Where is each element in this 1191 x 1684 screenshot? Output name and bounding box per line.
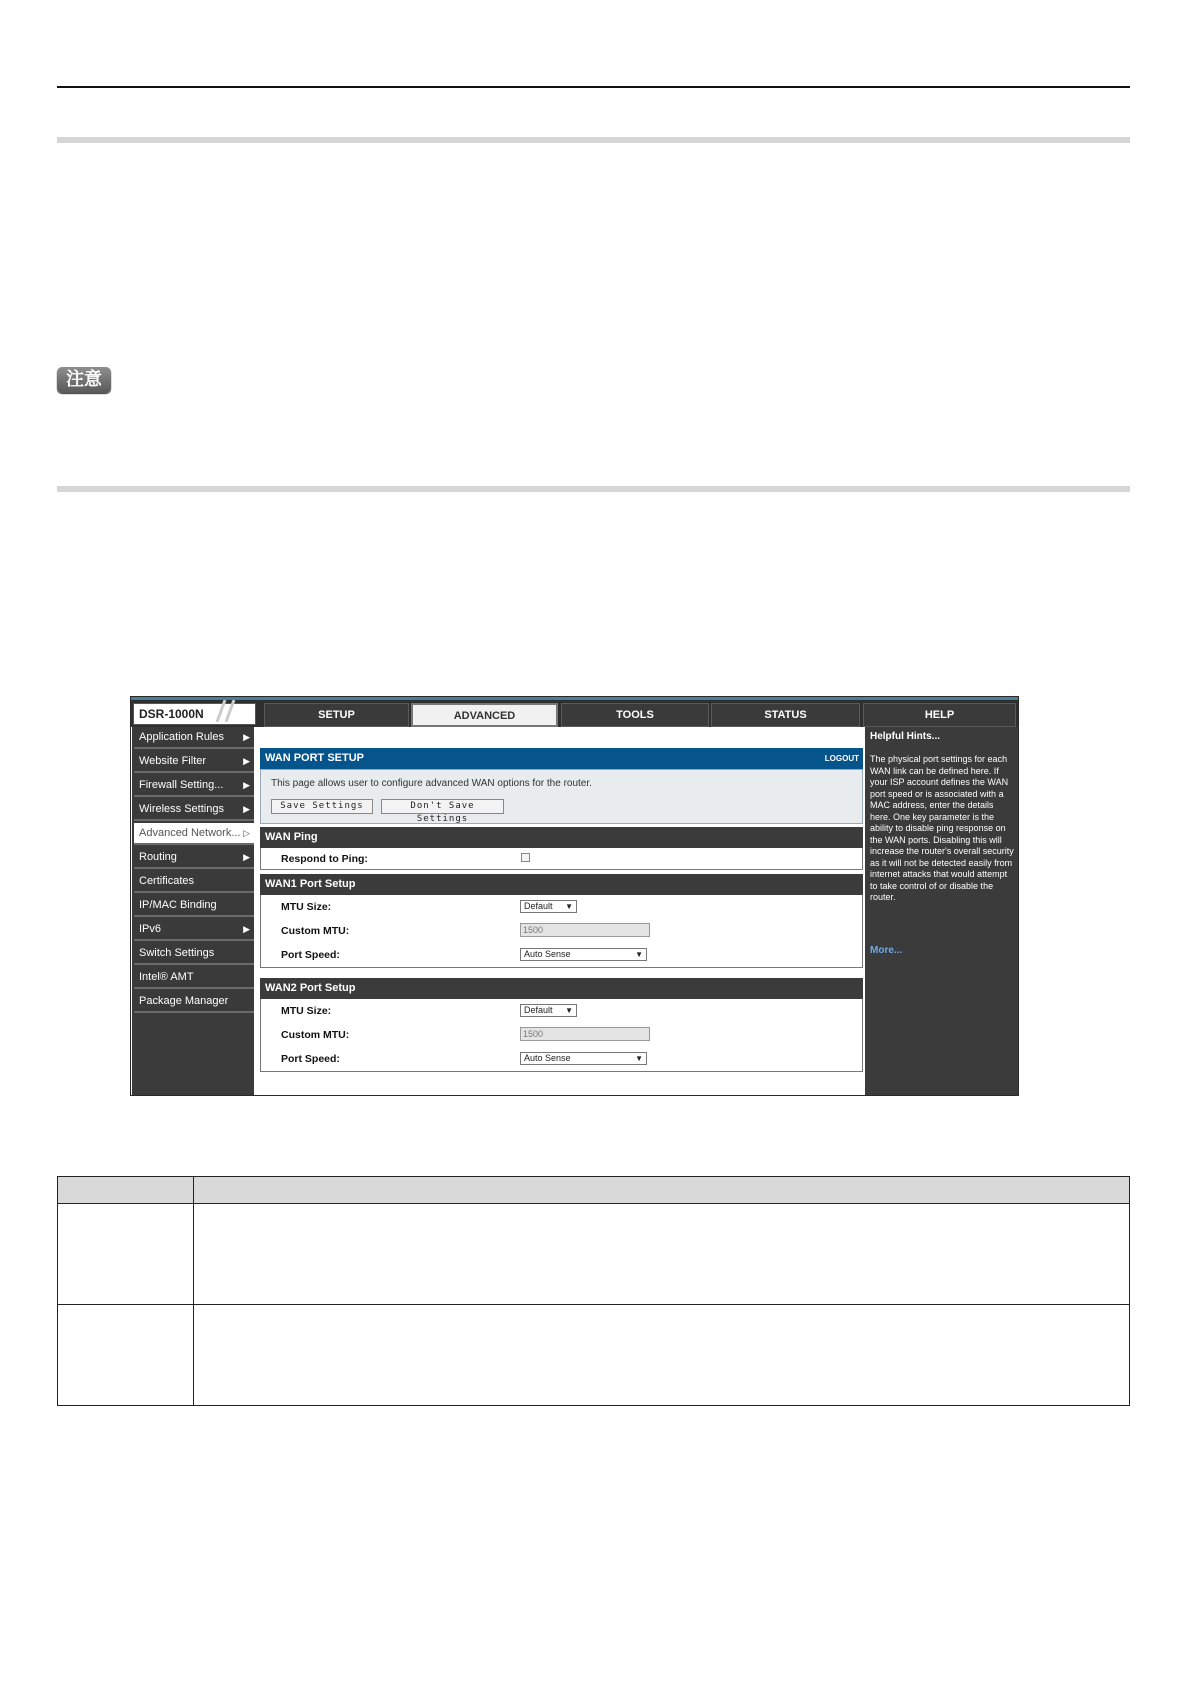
respond-to-ping-label: Respond to Ping: bbox=[281, 853, 368, 865]
wan1-port-speed-select[interactable]: Auto Sense ▼ bbox=[520, 948, 647, 961]
sidebar-item-ip-mac-binding[interactable]: IP/MAC Binding bbox=[134, 895, 254, 917]
table-cell bbox=[58, 1204, 194, 1305]
respond-to-ping-checkbox[interactable] bbox=[521, 853, 530, 862]
description-box bbox=[260, 769, 863, 824]
chevron-right-outline-icon: ▷ bbox=[243, 828, 250, 838]
chevron-right-icon: ▶ bbox=[243, 804, 250, 814]
wan2-custom-mtu-label: Custom MTU: bbox=[281, 1029, 350, 1041]
wan1-port-speed-label: Port Speed: bbox=[281, 949, 340, 961]
sidebar-item-switch-settings[interactable]: Switch Settings bbox=[134, 943, 254, 965]
wan1-custom-mtu-input[interactable]: 1500 bbox=[520, 923, 650, 937]
table-cell bbox=[58, 1305, 194, 1406]
dropdown-arrow-icon: ▼ bbox=[565, 902, 573, 911]
router-content bbox=[256, 727, 863, 1095]
chevron-right-icon: ▶ bbox=[243, 756, 250, 766]
tab-setup[interactable]: SETUP bbox=[264, 703, 409, 727]
wan2-port-setup-section bbox=[260, 999, 863, 1072]
sidebar-item-wireless-settings[interactable]: Wireless Settings ▶ bbox=[134, 799, 254, 821]
wan-ping-header: WAN Ping bbox=[260, 827, 863, 848]
wan2-mtu-size-select[interactable]: Default ▼ bbox=[520, 1004, 577, 1017]
help-text: The physical port settings for each WAN link can be defined here. If your ISP account defines the WAN port speed or is associated with a MAC address, enter the details here. One key parameter is the ability to disable ping response on the WAN ports. Disabling this will increase the router's overall security as it will not be detected easily from internet attacks that would attempt to take control of or disable the router. bbox=[870, 754, 1014, 902]
table-header-cell-2 bbox=[194, 1177, 1130, 1204]
table-header-cell-1 bbox=[58, 1177, 194, 1204]
wan2-port-speed-label: Port Speed: bbox=[281, 1053, 340, 1065]
dropdown-arrow-icon: ▼ bbox=[635, 950, 643, 959]
dropdown-arrow-icon: ▼ bbox=[635, 1054, 643, 1063]
sidebar-item-application-rules[interactable]: Application Rules ▶ bbox=[134, 727, 254, 749]
tab-help[interactable]: HELP bbox=[863, 703, 1016, 727]
help-panel bbox=[865, 727, 1018, 1095]
note-badge: 注意 bbox=[57, 367, 111, 393]
table-row bbox=[58, 1305, 1130, 1406]
wan2-custom-mtu-input[interactable]: 1500 bbox=[520, 1027, 650, 1041]
wan1-port-setup-header: WAN1 Port Setup bbox=[260, 874, 863, 895]
settings-table bbox=[57, 1176, 1130, 1406]
help-title: Helpful Hints... bbox=[870, 731, 940, 742]
chevron-right-icon: ▶ bbox=[243, 924, 250, 934]
router-sidebar bbox=[132, 727, 254, 1095]
wan1-mtu-size-select[interactable]: Default ▼ bbox=[520, 900, 577, 913]
wan1-custom-mtu-label: Custom MTU: bbox=[281, 925, 350, 937]
chevron-right-icon: ▶ bbox=[243, 732, 250, 742]
sidebar-item-advanced-network[interactable]: Advanced Network... ▷ bbox=[134, 823, 254, 845]
table-row bbox=[58, 1204, 1130, 1305]
wan1-mtu-size-label: MTU Size: bbox=[281, 901, 332, 913]
router-screenshot bbox=[130, 696, 1019, 1096]
table-header-row bbox=[58, 1177, 1130, 1204]
sidebar-item-website-filter[interactable]: Website Filter ▶ bbox=[134, 751, 254, 773]
dropdown-arrow-icon: ▼ bbox=[565, 1006, 573, 1015]
logo-slashes-icon bbox=[207, 700, 243, 722]
top-rule bbox=[57, 86, 1130, 88]
wan2-port-setup-header: WAN2 Port Setup bbox=[260, 978, 863, 999]
router-top-bar bbox=[131, 697, 1018, 727]
tab-tools[interactable]: TOOLS bbox=[561, 703, 709, 727]
wan2-mtu-size-label: MTU Size: bbox=[281, 1005, 332, 1017]
sidebar-item-package-manager[interactable]: Package Manager bbox=[134, 991, 254, 1013]
sidebar-item-ipv6[interactable]: IPv6 ▶ bbox=[134, 919, 254, 941]
router-logo: DSR-1000N bbox=[133, 703, 256, 725]
chevron-right-icon: ▶ bbox=[243, 852, 250, 862]
tab-status[interactable]: STATUS bbox=[711, 703, 860, 727]
wan-ping-section bbox=[260, 848, 863, 870]
table-cell bbox=[194, 1204, 1130, 1305]
wan2-port-speed-select[interactable]: Auto Sense ▼ bbox=[520, 1052, 647, 1065]
help-more-link[interactable]: More... bbox=[870, 945, 903, 956]
sidebar-item-certificates[interactable]: Certificates bbox=[134, 871, 254, 893]
sidebar-item-intel-amt[interactable]: Intel® AMT bbox=[134, 967, 254, 989]
save-settings-button[interactable]: Save Settings bbox=[271, 799, 373, 814]
wan1-port-setup-section bbox=[260, 895, 863, 968]
page-description: This page allows user to configure advanced WAN options for the router. bbox=[271, 778, 592, 789]
chevron-right-icon: ▶ bbox=[243, 780, 250, 790]
page-title: WAN PORT SETUP LOGOUT bbox=[260, 748, 863, 769]
dont-save-settings-button[interactable]: Don't Save Settings bbox=[381, 799, 504, 814]
tab-advanced[interactable]: ADVANCED bbox=[411, 703, 558, 727]
section-divider-2 bbox=[57, 486, 1130, 492]
logout-link[interactable]: LOGOUT bbox=[824, 754, 859, 763]
sidebar-item-firewall-setting[interactable]: Firewall Setting... ▶ bbox=[134, 775, 254, 797]
table-cell bbox=[194, 1305, 1130, 1406]
sidebar-item-routing[interactable]: Routing ▶ bbox=[134, 847, 254, 869]
section-divider-1 bbox=[57, 137, 1130, 143]
